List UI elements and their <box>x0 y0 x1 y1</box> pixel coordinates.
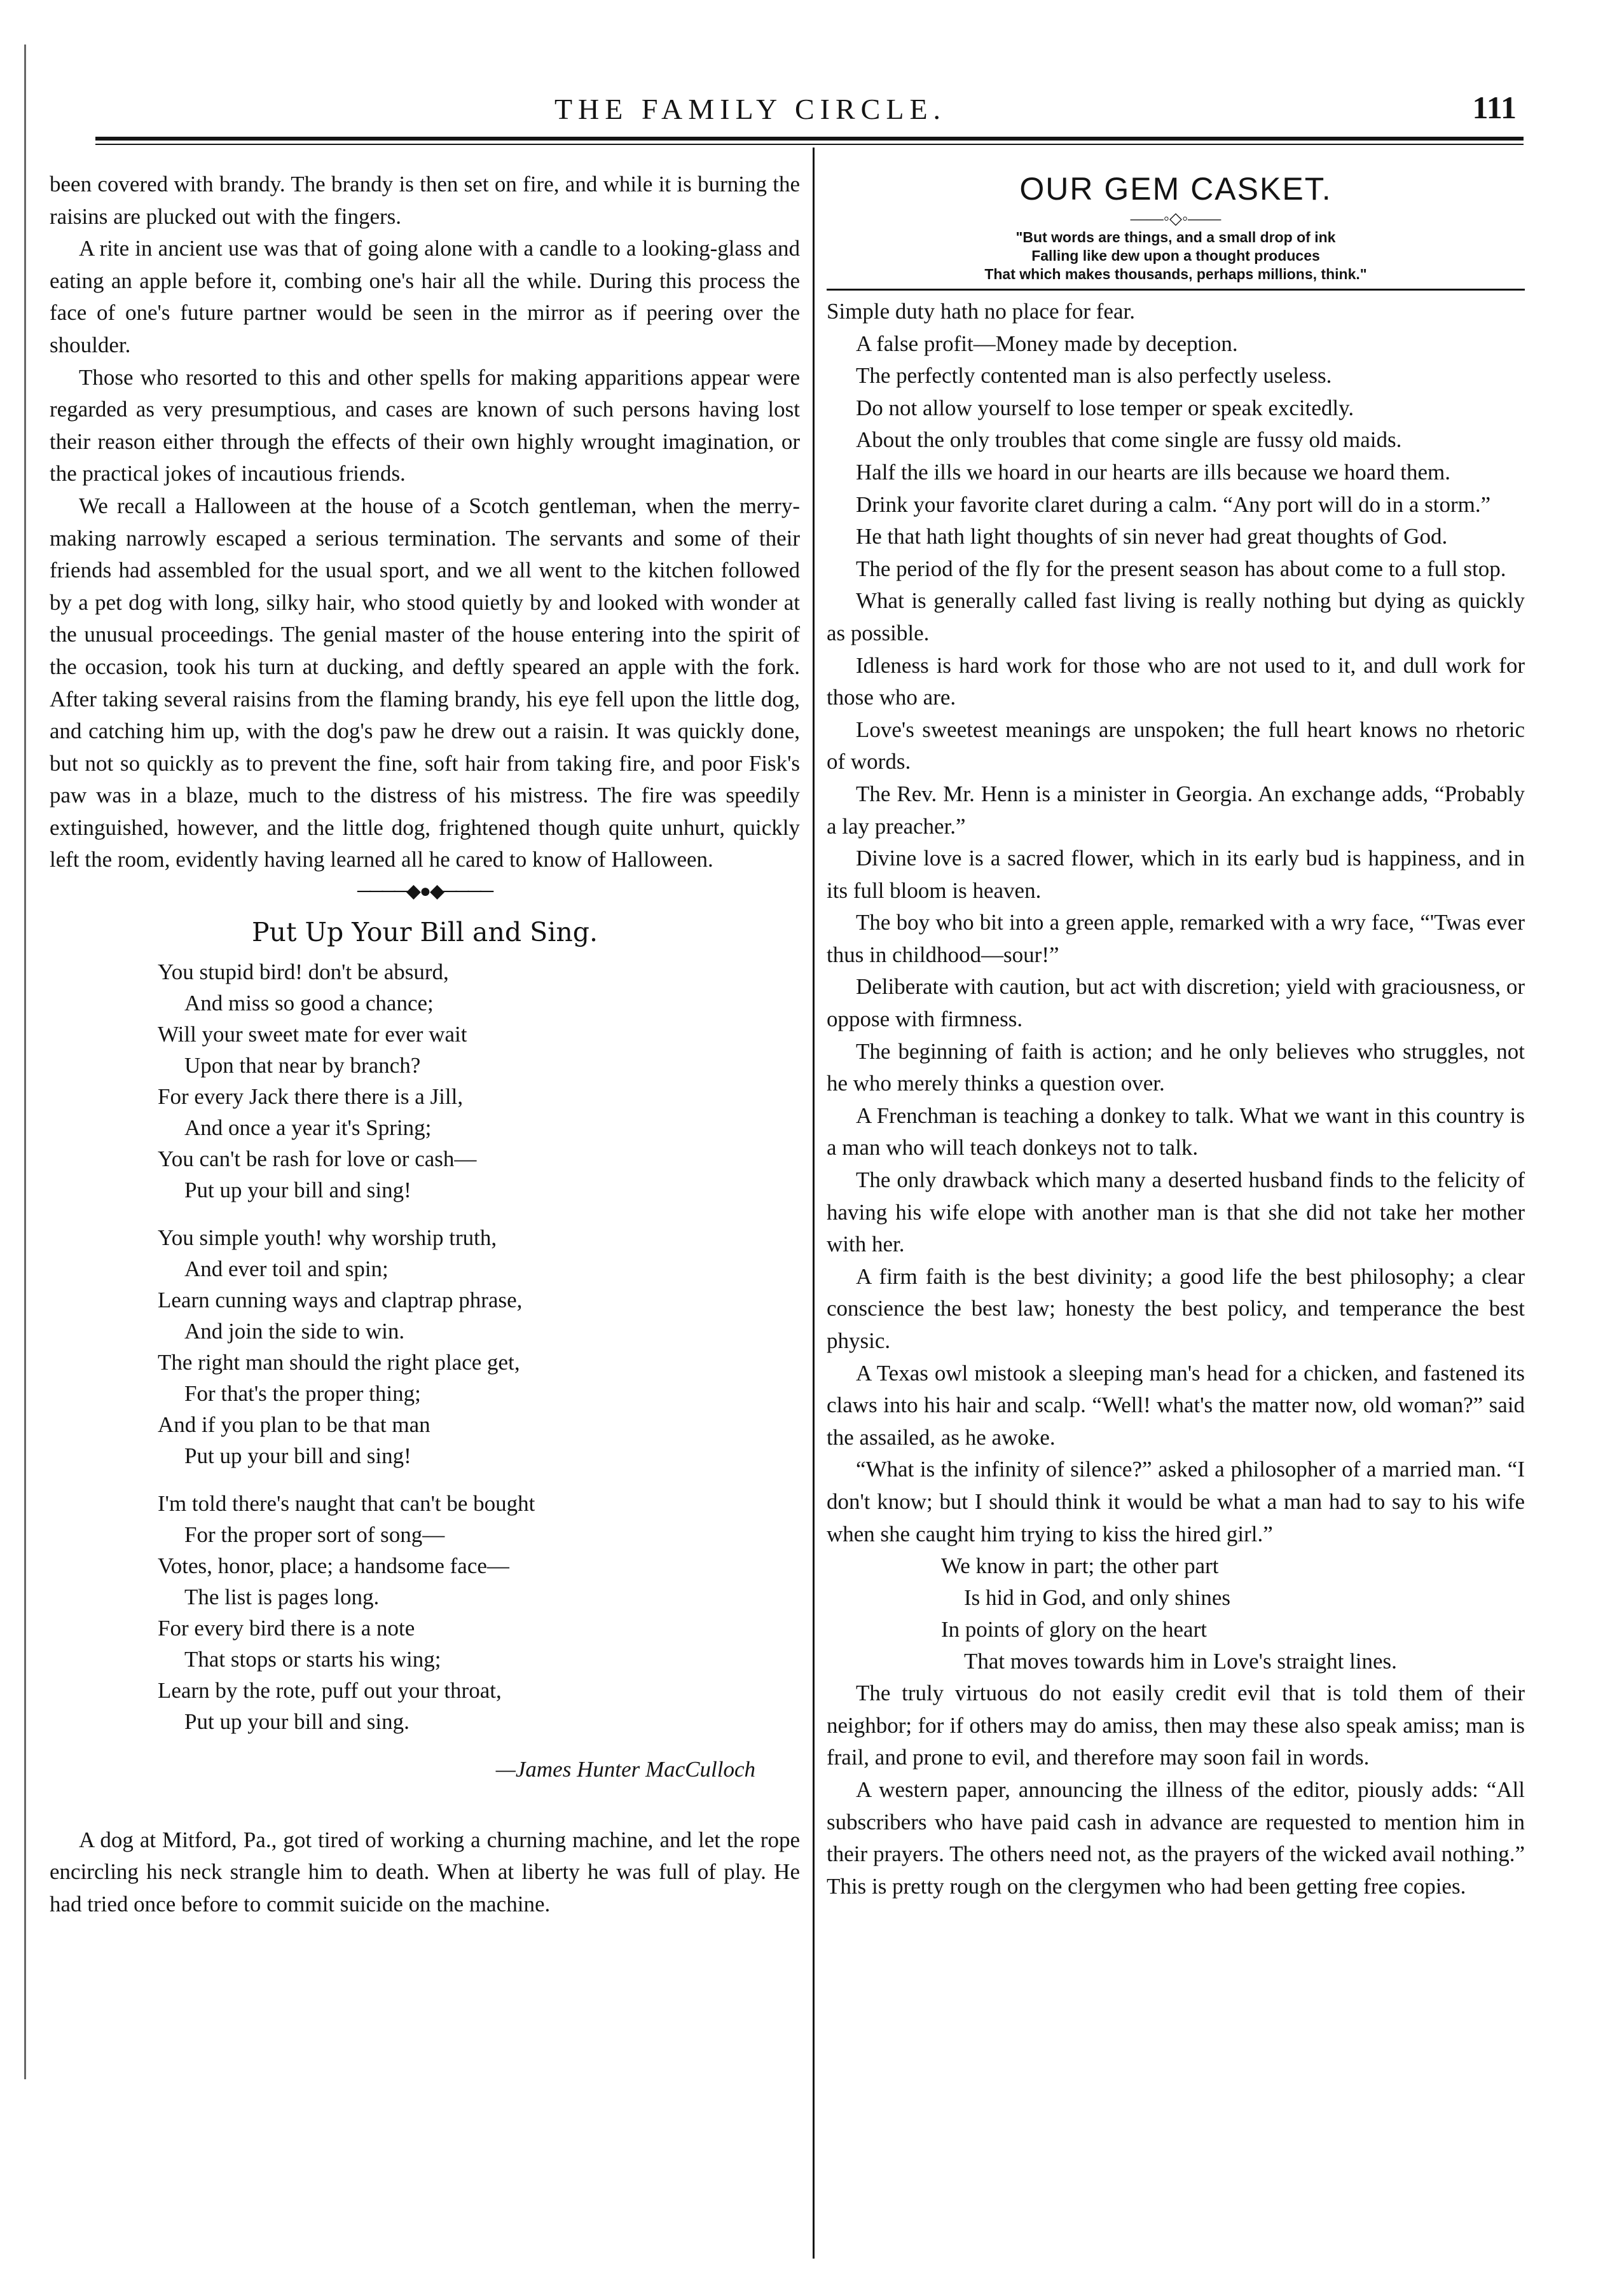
poem-line: Learn by the rote, puff out your throat, <box>158 1678 502 1703</box>
section-motto <box>827 228 1525 284</box>
ornamental-divider: ────◆●◆──── <box>357 881 493 902</box>
poem-line: For that's the proper thing; <box>184 1381 421 1407</box>
poem-stanza <box>158 956 800 1206</box>
gem-item: Simple duty hath no place for fear. <box>827 299 1135 324</box>
verse-line: That moves towards him in Love's straight lines. <box>964 1649 1397 1674</box>
poem-line: And if you plan to be that man <box>158 1412 430 1438</box>
poem-line: The right man should the right place get, <box>158 1350 520 1375</box>
header-rule-thin <box>95 144 1524 145</box>
poem-line: You can't be rash for love or cash— <box>158 1146 477 1172</box>
gem-item: Divine love is a sacred flower, which in its early bud is happiness, and in its full bloom is heaven. <box>827 846 1525 903</box>
gem-item: The beginning of faith is action; and he only believes who struggles, not he who merely thinks a question over. <box>827 1038 1525 1096</box>
header-rule-thick <box>95 137 1524 141</box>
halloween-paragraph: A rite in ancient use was that of going alone with a candle to a looking-glass and eating an apple before it, combing one's hair all the while. During this process the face of one's future partner would be seen in the mirror as if peering over the shoulder. <box>50 236 800 357</box>
poem-line: And join the side to win. <box>184 1319 405 1344</box>
poem-line: Put up your bill and sing! <box>184 1178 411 1203</box>
poem-line: You stupid bird! don't be absurd, <box>158 960 449 985</box>
gem-item: The Rev. Mr. Henn is a minister in Georgia. An exchange adds, “Probably a lay preacher.” <box>827 781 1525 839</box>
poem-line: You simple youth! why worship truth, <box>158 1225 497 1251</box>
gem-item: He that hath light thoughts of sin never had great thoughts of God. <box>856 524 1448 549</box>
gem-item: The perfectly contented man is also perfectly useless. <box>856 363 1332 389</box>
poem-author: —James Hunter MacCulloch <box>495 1757 755 1782</box>
gem-item: The period of the fly for the present season has about come to a full stop. <box>856 556 1506 581</box>
running-header-title: THE FAMILY CIRCLE. <box>554 93 947 125</box>
gem-item: What is generally called fast living is really nothing but dying as quickly as possible. <box>827 588 1525 645</box>
gem-item: Love's sweetest meanings are unspoken; the full heart knows no rhetoric of words. <box>827 717 1525 774</box>
right-column <box>827 169 1525 1902</box>
section-title: OUR GEM CASKET. <box>1019 171 1332 207</box>
poem-title: Put Up Your Bill and Sing. <box>251 917 598 948</box>
poem-line: Put up your bill and sing! <box>184 1443 411 1469</box>
halloween-paragraph: Those who resorted to this and other spells for making apparitions appear were regarded as very presumptious, and cases are known of such persons having lost their reason either through the effects of their own highly wrought imagination, or the practical jokes of incautious friends. <box>50 364 800 486</box>
poem-line: I'm told there's naught that can't be bought <box>158 1491 535 1517</box>
poem-line: Upon that near by branch? <box>184 1053 421 1078</box>
verse-line: In points of glory on the heart <box>941 1617 1207 1642</box>
motto-rule <box>827 289 1525 291</box>
motto-line: That which makes thousands, perhaps millions, think." <box>984 266 1367 282</box>
verse-line: Is hid in God, and only shines <box>964 1585 1231 1611</box>
poem-line: For the proper sort of song— <box>184 1522 445 1548</box>
gem-item: Do not allow yourself to lose temper or speak excitedly. <box>856 395 1354 420</box>
poem-line: The list is pages long. <box>184 1585 380 1610</box>
gem-item: A Frenchman is teaching a donkey to talk. What we want in this country is a man who will teach donkeys not to talk. <box>827 1103 1525 1160</box>
dog-paragraph: A dog at Mitford, Pa., got tired of working a churning machine, and let the rope encircling his neck strangle him to death. When at liberty he was full of play. He had tried once before to commit suicide on the machine. <box>50 1827 800 1916</box>
gem-item: About the only troubles that come single are fussy old maids. <box>856 427 1402 453</box>
gem-item: A firm faith is the best divinity; a good life the best philosophy; a clear conscience the best law; honesty the best policy, and temperance the best physic. <box>827 1263 1525 1353</box>
gem-item: Drink your favorite claret during a calm. “Any port will do in a storm.” <box>856 492 1491 517</box>
poem-line: And miss so good a chance; <box>184 991 434 1016</box>
column-divider <box>813 148 815 2259</box>
gem-item: A Texas owl mistook a sleeping man's head for a chicken, and fastened its claws into his hair and scalp. “Well! what's the matter now, old woman?” said the assailed, as he awoke. <box>827 1360 1525 1450</box>
poem-line: For every bird there is a note <box>158 1616 415 1641</box>
page-number: 111 <box>1472 90 1517 125</box>
verse <box>941 1550 1525 1677</box>
gem-item: The boy who bit into a green apple, remarked with a wry face, “'Twas ever thus in childhood—sour!” <box>827 910 1525 967</box>
poem-line: Will your sweet mate for ever wait <box>158 1022 467 1047</box>
poem-line: Put up your bill and sing. <box>184 1709 409 1735</box>
gem-item: A western paper, announcing the illness of the editor, piously adds: “All subscribers who have paid cash in advance are requested to mention him in their prayers. The others need not, as the prayers of the wicked avail nothing.” This is pretty rough on the clergymen who had been getting free copies. <box>827 1777 1525 1899</box>
gem-item: A false profit—Money made by deception. <box>856 331 1238 356</box>
halloween-paragraph: been covered with brandy. The brandy is then set on fire, and while it is burning the raisins are plucked out with the fingers. <box>50 172 800 229</box>
poem-line: For every Jack there there is a Jill, <box>158 1084 464 1110</box>
left-column <box>50 169 800 1920</box>
poem-stanza <box>158 1488 800 1737</box>
title-ornament: ——◦◇◦—— <box>1130 209 1221 228</box>
margin-rule <box>24 45 26 2079</box>
poem-line: And once a year it's Spring; <box>184 1115 432 1141</box>
gem-item: Half the ills we hoard in our hearts are ills because we hoard them. <box>856 459 1450 485</box>
gem-item: Deliberate with caution, but act with discretion; yield with graciousness, or oppose with firmness. <box>827 974 1525 1032</box>
gem-item: The only drawback which many a deserted husband finds to the felicity of having his wife elope with another man is that she did not take her mother with her. <box>827 1167 1525 1257</box>
verse-line: We know in part; the other part <box>941 1553 1219 1579</box>
poem-line: That stops or starts his wing; <box>184 1647 441 1672</box>
poem-line: Votes, honor, place; a handsome face— <box>158 1553 509 1579</box>
halloween-paragraph: We recall a Halloween at the house of a Scotch gentleman, when the merry-making narrowly escaped a serious termination. The servants and some of their friends had assembled for the usual sport, and we all went to the kitchen followed by a pet dog with long, silky hair, who stood quietly by and looked with wonder at the unusual proceedings. The genial master of the house entering into the spirit of the occasion, took his turn at ducking, and deftly speared an apple with the fork. After taking several raisins from the flaming brandy, his eye fell upon the little dog, and catching him up, with the dog's paw he drew out a raisin. It was quickly done, but not so quickly as to prevent the fine, soft hair from taking fire, and poor Fisk's paw was in a blaze, much to the distress of his mistress. The fire was speedily extinguished, however, and the little dog, frightened though quite unhurt, quickly left the room, evidently having learned all he cared to know of Halloween. <box>50 493 800 872</box>
poem <box>158 956 800 1737</box>
poem-line: Learn cunning ways and claptrap phrase, <box>158 1288 523 1313</box>
gem-item: Idleness is hard work for those who are not used to it, and dull work for those who are. <box>827 652 1525 710</box>
gem-item: The truly virtuous do not easily credit evil that is told them of their neighbor; for if others may do amiss, then may these also speak amiss; man is frail, and prone to evil, and therefore may soon fail in words. <box>827 1681 1525 1770</box>
poem-line: And ever toil and spin; <box>184 1256 389 1282</box>
gem-item: “What is the infinity of silence?” asked a philosopher of a married man. “I don't know; but I should think it would be what a man had to say to his wife when she caught him trying to kiss the hired girl.” <box>827 1457 1525 1546</box>
motto-line: Falling like dew upon a thought produces <box>1031 247 1320 264</box>
poem-stanza <box>158 1222 800 1471</box>
motto-line: "But words are things, and a small drop of ink <box>1015 229 1336 245</box>
